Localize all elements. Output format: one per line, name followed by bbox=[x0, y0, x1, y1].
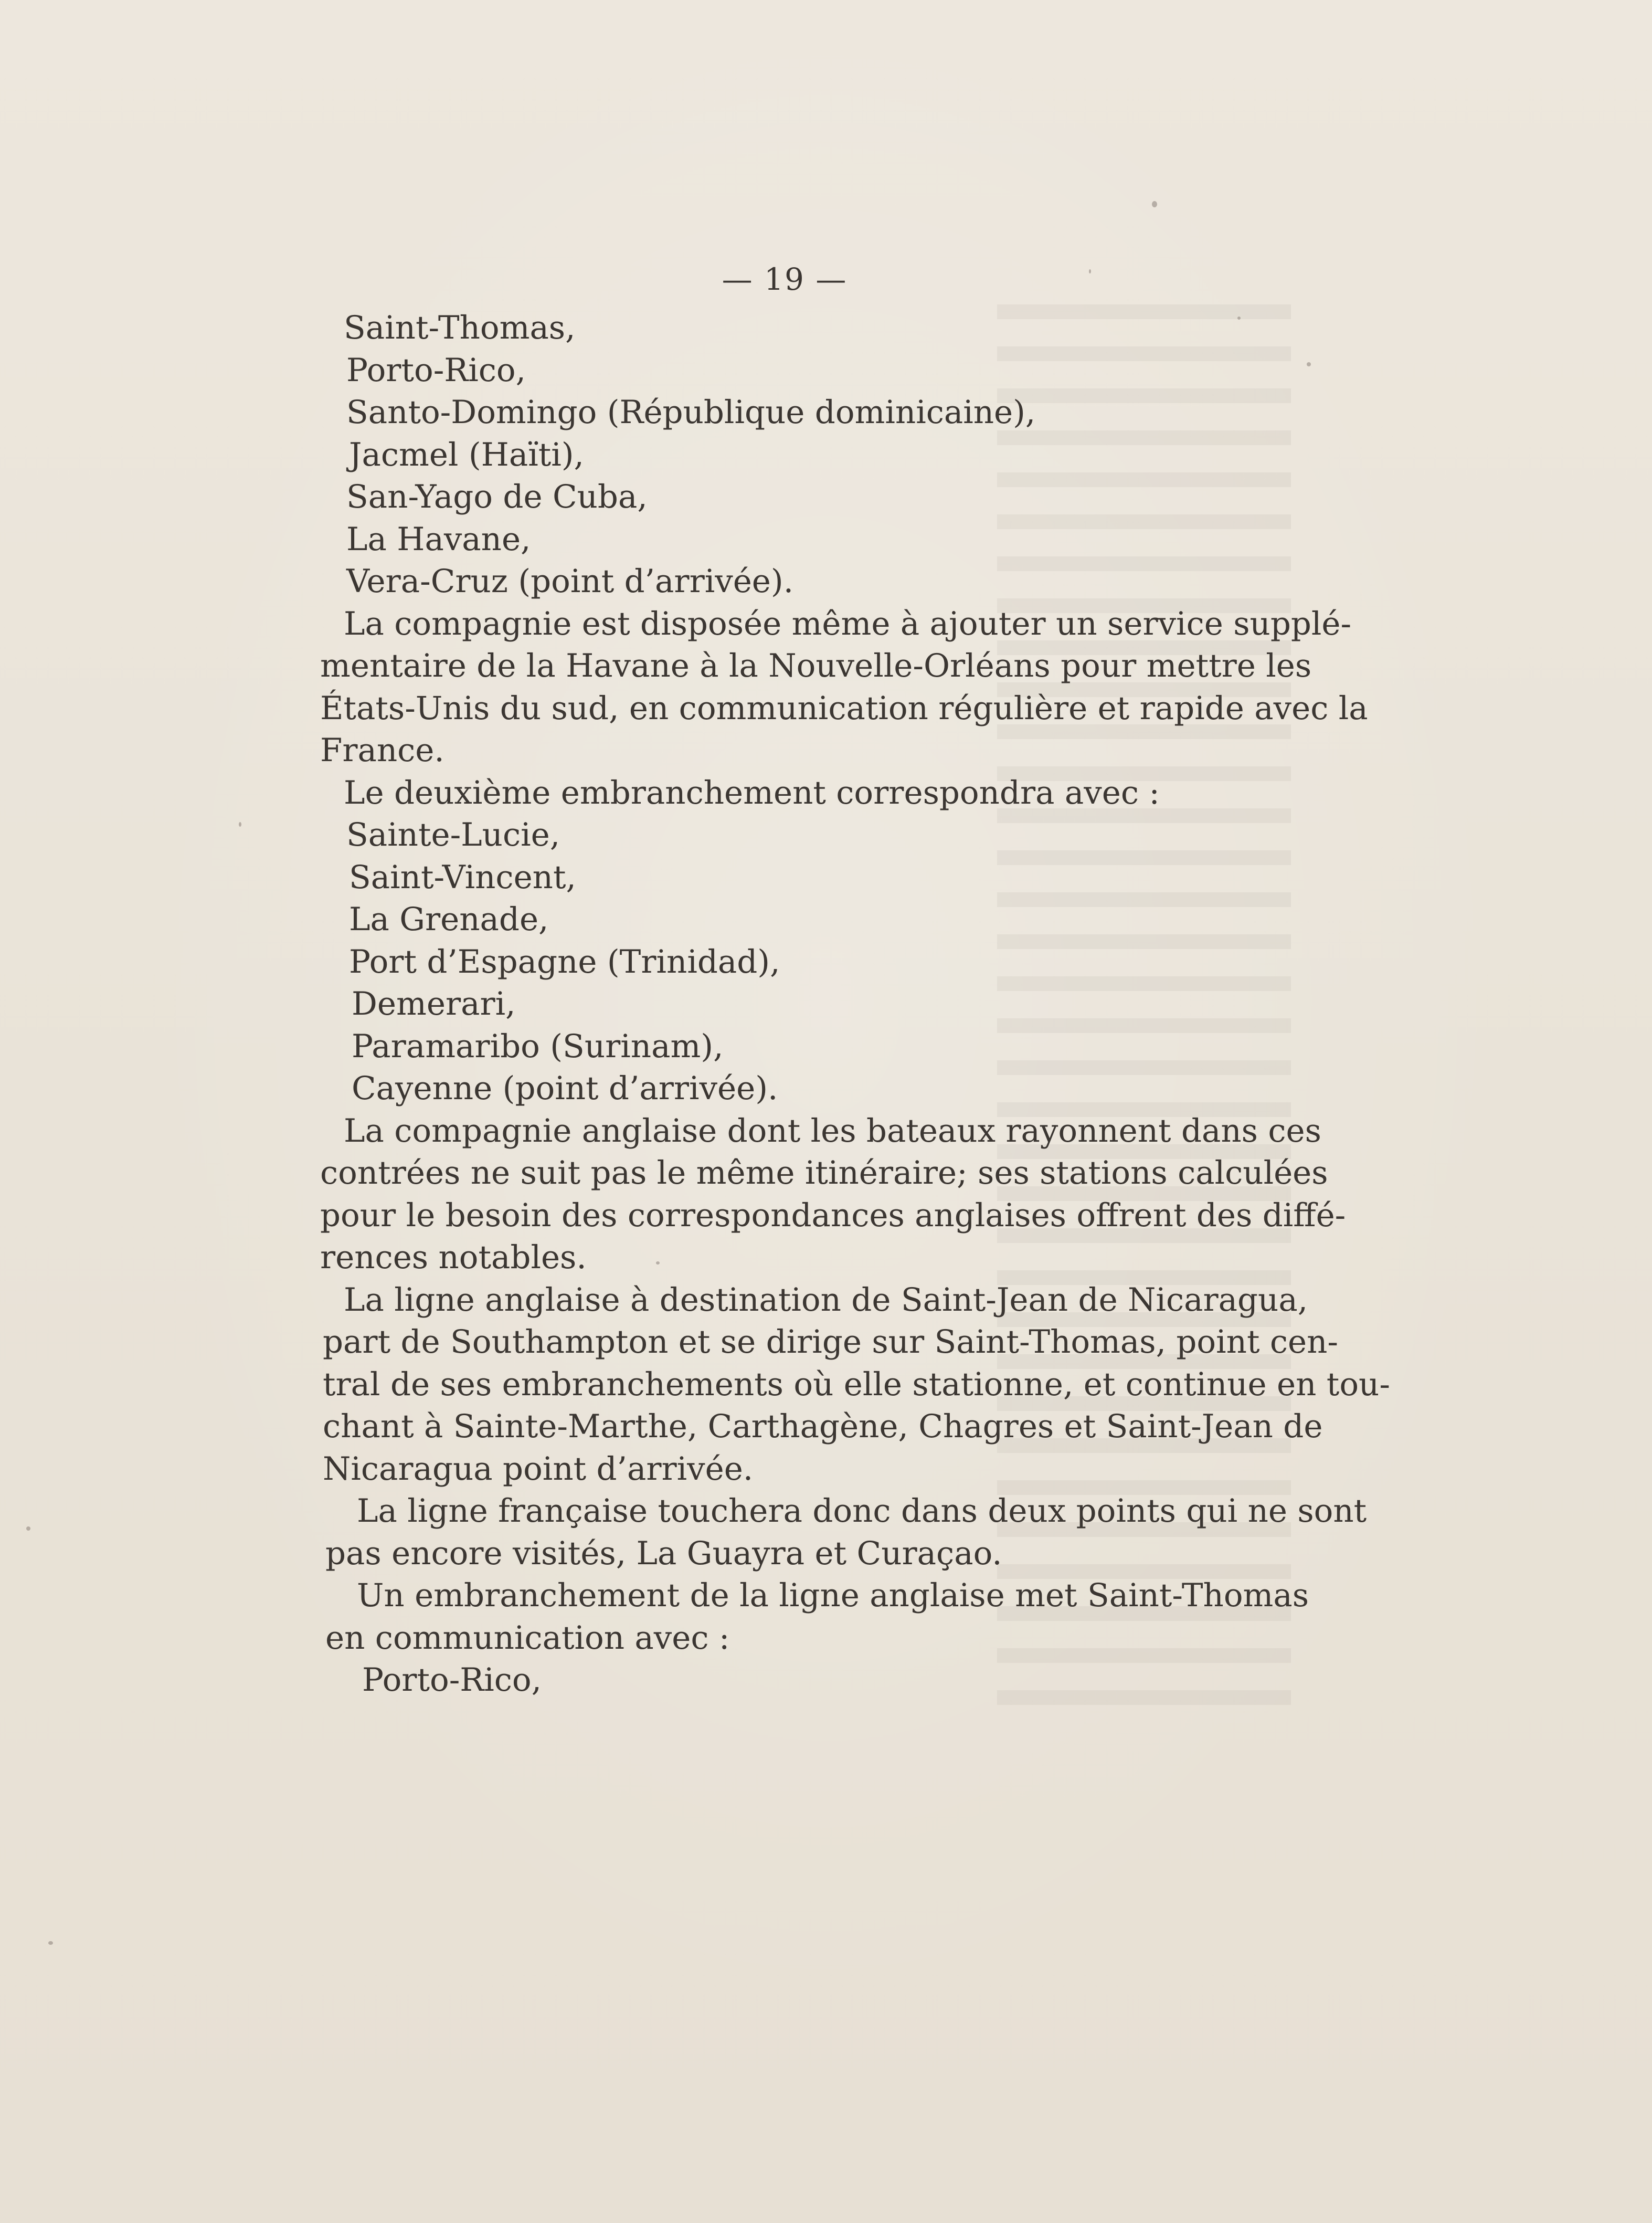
list-item: La Grenade, bbox=[349, 901, 549, 938]
paragraph-line: part de Southampton et se dirige sur Saint-Thomas, point cen- bbox=[323, 1323, 1339, 1361]
list-item: Porto-Rico, bbox=[346, 351, 526, 389]
list-item: Santo-Domingo (République dominicaine), bbox=[346, 394, 1036, 431]
list-item: Porto-Rico, bbox=[362, 1661, 542, 1699]
speck bbox=[26, 1526, 30, 1531]
speck bbox=[239, 822, 241, 827]
paragraph-line: La ligne anglaise à destination de Saint-Jean de Nicaragua, bbox=[344, 1281, 1308, 1319]
paragraph-line: chant à Sainte-Marthe, Carthagène, Chagres et Saint-Jean de bbox=[323, 1408, 1323, 1445]
paragraph-line: mentaire de la Havane à la Nouvelle-Orléans pour mettre les bbox=[320, 647, 1312, 684]
list-item: Demerari, bbox=[352, 985, 516, 1023]
paragraph-line: pour le besoin des correspondances anglaises offrent des diffé- bbox=[320, 1196, 1346, 1234]
list-item: Saint-Thomas, bbox=[344, 309, 576, 346]
paragraph-line: Nicaragua point d’arrivée. bbox=[323, 1450, 754, 1488]
paragraph-line: pas encore visités, La Guayra et Curaçao. bbox=[325, 1534, 1002, 1572]
paragraph-line: en communication avec : bbox=[325, 1619, 730, 1657]
list-item: Vera-Cruz (point d’arrivée). bbox=[346, 563, 794, 600]
speck bbox=[1152, 201, 1157, 207]
speck bbox=[48, 1941, 53, 1945]
paragraph-line: États-Unis du sud, en communication régulière et rapide avec la bbox=[320, 689, 1368, 727]
list-item: San-Yago de Cuba, bbox=[346, 478, 648, 515]
body-text bbox=[315, 307, 1390, 1702]
list-item: Cayenne (point d’arrivée). bbox=[352, 1070, 778, 1107]
speck bbox=[1089, 269, 1091, 273]
paragraph-line: Un embranchement de la ligne anglaise met Saint-Thomas bbox=[357, 1577, 1309, 1614]
paragraph-line: tral de ses embranchements où elle stationne, et continue en tou- bbox=[323, 1365, 1390, 1403]
list-item: Paramaribo (Surinam), bbox=[352, 1027, 724, 1065]
list-item: Sainte-Lucie, bbox=[346, 816, 560, 854]
paragraph-line: France. bbox=[320, 732, 444, 769]
page-number: — 19 — bbox=[722, 261, 848, 297]
paragraph-line: Le deuxième embranchement correspondra avec : bbox=[344, 774, 1160, 812]
paragraph-line: La compagnie anglaise dont les bateaux rayonnent dans ces bbox=[344, 1112, 1321, 1150]
paragraph-line: La ligne française touchera donc dans deux points qui ne sont bbox=[357, 1492, 1367, 1530]
speck bbox=[1307, 362, 1311, 366]
paragraph-line: contrées ne suit pas le même itinéraire; ses stations calculées bbox=[320, 1154, 1328, 1192]
list-item: Saint-Vincent, bbox=[349, 858, 576, 896]
paragraph-line: rences notables. bbox=[320, 1239, 587, 1276]
list-item: Jacmel (Haïti), bbox=[349, 436, 584, 473]
list-item: La Havane, bbox=[346, 520, 531, 558]
paragraph-line: La compagnie est disposée même à ajouter un service supplé- bbox=[344, 605, 1352, 642]
list-item: Port d’Espagne (Trinidad), bbox=[349, 943, 780, 981]
